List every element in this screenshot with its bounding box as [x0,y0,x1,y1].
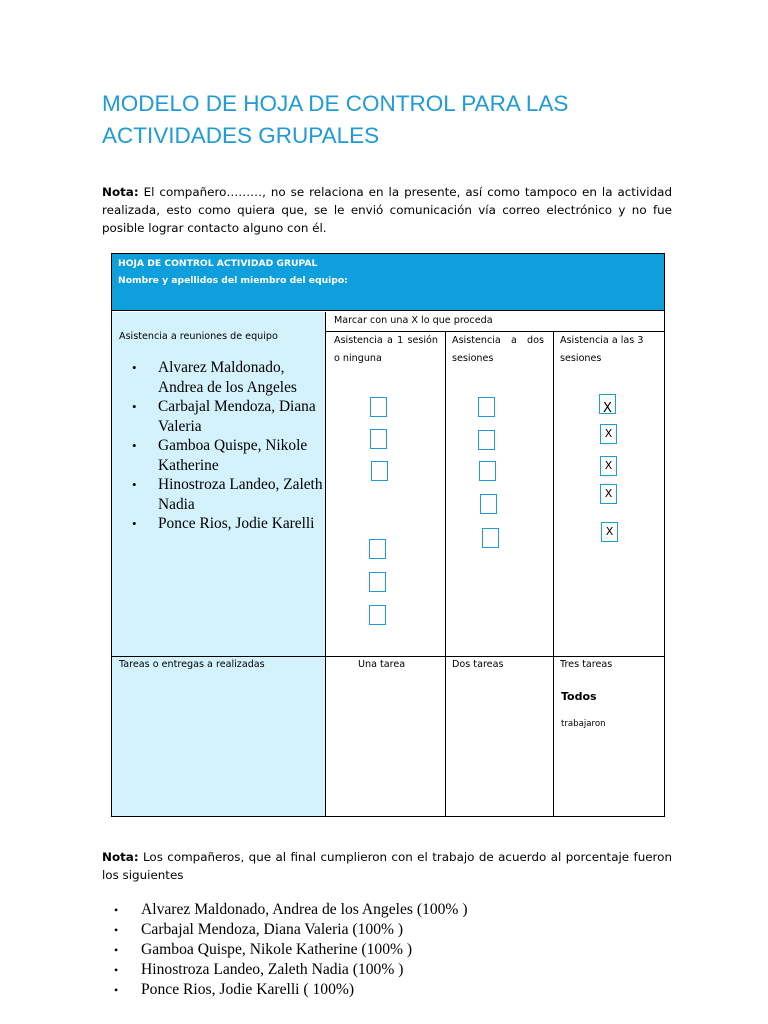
note-paragraph-2 [102,848,672,884]
list-item: • Carbajal Mendoza, Diana Valeria [126,397,326,436]
attendance-checkbox[interactable] [369,539,386,559]
divider-line [445,656,446,816]
attendance-checkbox[interactable] [370,397,387,417]
attendance-checkbox-checked[interactable]: X [600,424,617,444]
divider-line [445,331,446,657]
list-item: • Gamboa Quispe, Nikole Katherine [126,436,326,475]
member-list [126,358,326,534]
note-paragraph-1 [102,183,672,237]
attendance-checkbox-checked[interactable]: X [599,394,616,414]
attendance-checkbox[interactable] [370,429,387,449]
attendance-checkbox[interactable] [369,572,386,592]
col3-header: Asistencia a las 3 sesiones [560,335,644,364]
sheet-header-title: HOJA DE CONTROL ACTIVIDAD GRUPAL [118,258,318,269]
task-option-1: Una tarea [358,659,406,670]
control-sheet-table [111,253,665,817]
list-item: • Ponce Rios, Jodie Karelli ( 100%) [114,980,754,1000]
document-title [102,88,702,152]
note-text: El compañero………, no se relaciona en la presente, así como tampoco en la actividad realizada, esto como quiera que, se le envió comunicación vía correo electrónico y no fue posible lograr contacto alguno con él. [102,185,672,235]
sheet-header-names-label: Nombre y apellidos del miembro del equipo: [118,275,348,286]
trabajaron-label: trabajaron [561,719,606,729]
attendance-checkbox[interactable] [482,528,499,548]
attendance-checkbox[interactable] [479,461,496,481]
attendance-checkbox-checked[interactable]: X [601,522,618,542]
tasks-label: Tareas o entregas a realizadas [119,659,265,670]
mark-instruction: Marcar con una X lo que proceda [334,315,493,326]
attendance-checkbox[interactable] [478,430,495,450]
list-item: • Carbajal Mendoza, Diana Valeria (100% ) [114,920,754,940]
divider-line [553,331,554,657]
attendance-checkbox[interactable] [369,605,386,625]
attendance-checkbox[interactable] [478,397,495,417]
col2-header: Asistencia a dos sesiones [452,335,544,364]
final-member-list [114,900,754,1000]
note-text: Los compañeros, que al final cumplieron con el trabajo de acuerdo al porcentaje fueron los siguientes [102,850,672,882]
task-option-3: Tres tareas [560,659,613,670]
attendance-checkbox[interactable] [480,494,497,514]
attendance-checkbox-checked[interactable]: X [600,484,617,504]
list-item: • Hinostroza Landeo, Zaleth Nadia (100% ) [114,960,754,980]
divider-line [553,656,554,816]
note-label: Nota: [102,850,139,864]
list-item: • Ponce Rios, Jodie Karelli [126,514,326,534]
note-label: Nota: [102,185,139,199]
list-item: • Alvarez Maldonado, Andrea de los Angeles (100% ) [114,900,754,920]
list-item: • Alvarez Maldonado, Andrea de los Angeles [126,358,326,397]
task-option-2: Dos tareas [452,659,504,670]
title-line-1: MODELO DE HOJA DE CONTROL PARA LAS [102,91,569,116]
list-item: • Hinostroza Landeo, Zaleth Nadia [126,475,326,514]
list-item: • Gamboa Quispe, Nikole Katherine (100% ) [114,940,754,960]
todos-label: Todos [561,690,597,703]
title-line-2: ACTIVIDADES GRUPALES [102,123,380,148]
attendance-checkbox[interactable] [371,461,388,481]
col1-header: Asistencia a 1 sesión o ninguna [334,335,438,364]
attendance-checkbox-checked[interactable]: X [600,456,617,476]
attendance-label: Asistencia a reuniones de equipo [119,331,278,342]
sheet-header [112,254,664,311]
